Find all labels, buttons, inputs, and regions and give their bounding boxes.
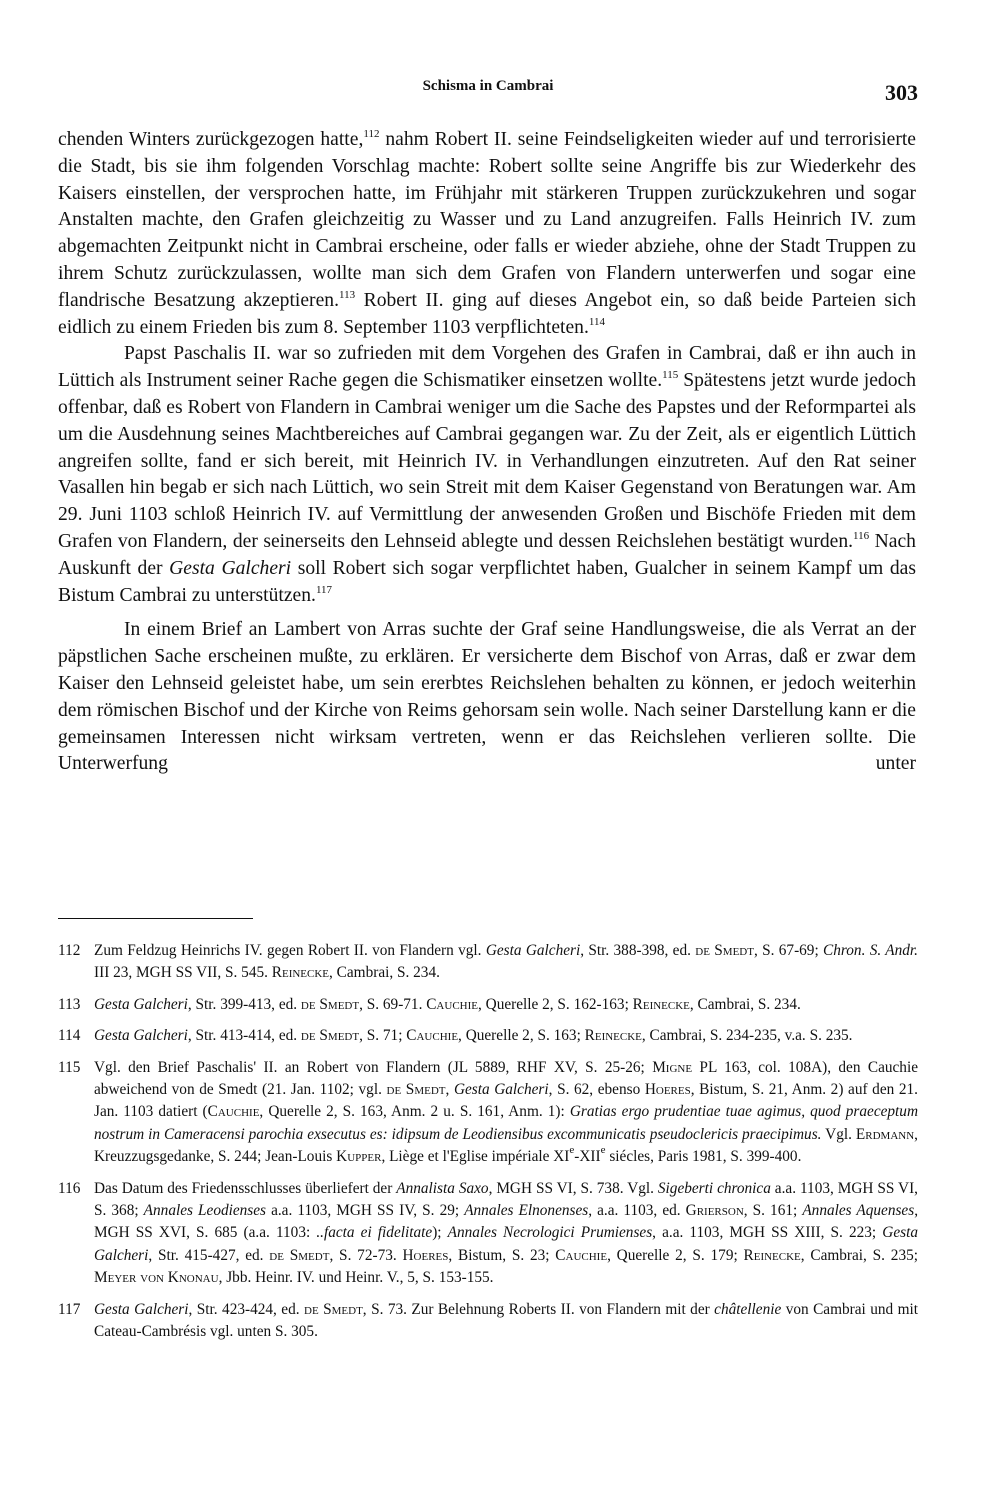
paragraph-text: soll Robert sich sogar verpflichtet haben, Gualcher in seinem Kampf um das Bistum Cambrai zu unterstützen.	[58, 557, 916, 606]
paragraph-2	[58, 341, 916, 609]
footnote-ref: 114	[588, 315, 605, 328]
text: , Kreuzzugsgedanke, S. 244; Jean-Louis	[94, 1125, 918, 1166]
footnote-number: 116	[58, 1179, 81, 1197]
text: a.a. 1103, MGH SS VI, S. 368;	[94, 1179, 919, 1220]
footnote-ref: 115	[662, 369, 679, 382]
text: , Querelle 2, S. 162-163;	[478, 995, 633, 1013]
text: , Str. 415-427, ed.	[148, 1246, 270, 1264]
text: ,	[445, 1081, 454, 1099]
work-title: Annales Leodienses	[143, 1202, 266, 1220]
footnote-ref: 116	[853, 529, 870, 542]
footnote-ref: 112	[363, 128, 380, 140]
footnote-number: 114	[58, 1027, 81, 1045]
author-name: de Smedt	[300, 995, 360, 1013]
main-text	[58, 127, 916, 778]
text: Zum Feldzug Heinrichs IV. gegen Robert II. von Flandern vgl.	[94, 942, 486, 959]
footnote-113	[58, 994, 918, 1016]
footnotes	[58, 940, 918, 1353]
text: von Cambrai und mit Cateau-Cambrésis vgl. unten S. 305.	[94, 1300, 918, 1341]
footnote-number: 117	[58, 1300, 81, 1318]
latin-quote: ..facta ei fidelitate	[316, 1224, 433, 1242]
footnote-116	[58, 1178, 918, 1290]
author-name: Meyer von Knonau	[94, 1269, 219, 1287]
text: , S. 69-71.	[359, 995, 427, 1013]
text: , Jbb. Heinr. IV. und Heinr. V., 5, S. 153-155.	[218, 1269, 494, 1287]
author-name: Migne	[652, 1058, 693, 1076]
author-name: Cauchie	[406, 1027, 459, 1045]
author-name: de Smedt	[695, 942, 754, 959]
text: , Cambrai, S. 235;	[800, 1246, 918, 1264]
work-title: Gesta Galcheri	[94, 1027, 188, 1045]
text: , S. 161;	[743, 1202, 803, 1220]
footnote-text	[94, 1299, 918, 1344]
text: Vgl.	[821, 1125, 856, 1143]
footnote-separator	[58, 918, 253, 919]
footnote-number: 115	[58, 1058, 81, 1076]
author-name: Reinecke	[632, 995, 690, 1013]
page-header	[58, 78, 918, 114]
footnote-text	[94, 1025, 918, 1047]
text: , Querelle 2, S. 163;	[458, 1027, 585, 1045]
text: , Cambrai, S. 234.	[689, 995, 801, 1013]
text: , Bistum, S. 21, Anm. 2) auf den 21. Jan. 1103 datiert (	[94, 1081, 919, 1121]
author-name: de Smedt	[304, 1300, 363, 1318]
text: , S. 67-69;	[753, 942, 824, 959]
work-title: Gesta Galcheri	[94, 1300, 189, 1318]
author-name: de Smedt	[300, 1027, 360, 1045]
text: , S. 71;	[359, 1027, 407, 1045]
text: , Liège et l'Eglise impériale XI	[381, 1148, 570, 1166]
footnote-117	[58, 1299, 918, 1344]
work-title: Sigeberti chronica	[657, 1179, 771, 1197]
text: , Querelle 2, S. 179;	[607, 1246, 744, 1264]
text: , a.a. 1103, MGH SS XIII, S. 223;	[652, 1224, 883, 1242]
text: , Str. 388-398, ed.	[580, 942, 696, 959]
footnote-112	[58, 940, 918, 985]
author-name: Grierson	[685, 1202, 744, 1220]
work-title: Annales Aquenses	[802, 1202, 915, 1220]
superscript: e	[569, 1144, 575, 1157]
footnote-text	[94, 940, 918, 985]
work-title: Chron. S. Andr.	[823, 942, 918, 959]
footnote-ref: 117	[315, 583, 333, 596]
author-name: Cauchie	[426, 995, 478, 1013]
paragraph-3: In einem Brief an Lambert von Arras suchte der Graf seine Handlungsweise, die als Verrat an der päpstlichen Sache erscheinen mußte, zu erklären. Er versicherte dem Bischof von Arras, daß er zwar dem Kaiser den Lehnseid geleistet habe, um sein ererbtes Reichslehen behalten zu können, er jedoch weiterhin dem römischen Bischof und der Kirche von Reims gehorsam sein wolle. Nach seiner Darstellung kann er die gemeinsamen Interessen nicht wirksam vertreten, wenn er das Reichslehen verlieren sollte. Die Unterwerfung unter	[58, 619, 916, 775]
paragraph-text: Robert II. ging auf dieses Angebot ein, so daß beide Parteien sich eidlich zu einem Frieden bis zum 8. September 1103 verpflichteten.	[58, 289, 916, 338]
footnote-115	[58, 1057, 918, 1169]
author-name: Kupper	[336, 1148, 382, 1166]
text: Vgl. den Brief Paschalis' II. an Robert von Flandern (JL 5889, RHF XV, S. 25-26;	[94, 1058, 653, 1076]
paragraph-text: nahm Robert II. seine Feindseligkeiten wieder auf und terrorisierte die Stadt, bis sie ihm folgenden Vorschlag machte: Robert sollte seine Angriffe bis zur Wiederkehr des Kaisers einstellen, der versprochen hatte, im Frühjahr mit stärkeren Truppen zurückzukehren und sogar Anstalten machte, den Grafen gleichzeitig zu Wasser und zu Land anzugreifen. Falls Heinrich IV. zum abgemachten Zeitpunkt nicht in Cambrai erscheine, oder falls er wieder abziehe, ohne der Stadt Truppen zu ihrem Schutz zurückzulassen, wollte man sich dem Grafen von Flandern unterwerfen und sogar eine flandrische Besatzung akzeptieren.	[58, 129, 916, 311]
work-title: Gesta Galcheri	[94, 1224, 918, 1264]
text: siécles, Paris 1981, S. 399-400.	[605, 1148, 802, 1166]
text: a.a. 1103, MGH SS IV, S. 29;	[266, 1202, 465, 1220]
author-name: Reinecke	[271, 964, 330, 982]
text: , Cambrai, S. 234.	[329, 964, 440, 982]
text: , Querelle 2, S. 163, Anm. 2 u. S. 161, Anm. 1):	[259, 1103, 570, 1121]
text: -XII	[574, 1148, 601, 1166]
author-name: de Smedt	[269, 1246, 330, 1264]
footnote-114	[58, 1025, 918, 1047]
superscript: e	[600, 1144, 606, 1157]
author-name: Reinecke	[584, 1027, 642, 1045]
text: PL 163, col. 108A), den Cauchie abweichend von de Smedt (21. Jan. 1102; vgl.	[94, 1058, 918, 1099]
work-title: Gesta Galcheri	[485, 942, 581, 959]
text: , MGH SS XVI, S. 685 (a.a. 1103:	[94, 1202, 919, 1242]
author-name: Erdmann	[855, 1125, 915, 1143]
author-name: Reinecke	[743, 1246, 801, 1264]
text: , Str. 423-424, ed.	[188, 1300, 305, 1318]
text: , a.a. 1103, ed.	[588, 1202, 686, 1220]
text: , S. 62, ebenso	[548, 1081, 645, 1099]
work-title: Annales Elnonenses	[464, 1202, 589, 1220]
author-name: Cauchie	[207, 1103, 260, 1121]
text: III 23, MGH SS VII, S. 545.	[94, 964, 272, 982]
paragraph-text: Nach Auskunft der	[58, 530, 916, 579]
foreign-term: châtellenie	[714, 1300, 782, 1318]
work-title: Gesta Galcheri	[453, 1081, 549, 1099]
footnote-number: 113	[58, 995, 81, 1013]
author-name: Hoeres	[644, 1081, 691, 1099]
author-name: Hoeres	[402, 1246, 449, 1264]
latin-quote: Gratias ergo prudentiae tuae agimus, quod praeceptum nostrum in Cameracensi parochia exsecutus es: idipsum de Leodiensibus excommunicatis pseudoclericis praecipimus.	[94, 1103, 918, 1143]
text: , Str. 413-414, ed.	[187, 1027, 301, 1045]
text: );	[432, 1224, 448, 1242]
text: , S. 73. Zur Belehnung Roberts II. von Flandern mit der	[362, 1300, 715, 1318]
author-name: Cauchie	[555, 1246, 608, 1264]
footnote-ref: 113	[338, 288, 356, 301]
paragraph-text: Papst Paschalis II. war so zufrieden mit dem Vorgehen des Grafen in Cambrai, daß er ihn auch in Lüttich als Instrument seiner Rache gegen die Schismatiker einsetzen wollte.	[58, 343, 916, 392]
text: Das Datum des Friedensschlusses überliefert der	[94, 1179, 397, 1197]
work-title: Gesta Galcheri	[169, 557, 292, 579]
work-title: Annales Necrologici Prumienses	[447, 1224, 653, 1242]
footnote-text	[94, 1057, 918, 1169]
paragraph-text: Spätestens jetzt wurde jedoch offenbar, daß es Robert von Flandern in Cambrai weniger um die Sache des Papstes und der Reformpartei als um die Ausdehnung seines Machtbereiches auf Cambrai gegangen war. Zu der Zeit, als er eigentlich Lüttich angreifen sollte, fand er sich bereit, mit Heinrich IV. in Verhandlungen einzutreten. Auf den Rat seiner Vasallen hin begab er sich nach Lüttich, wo sein Streit mit dem Kaiser Gegenstand von Beratungen war. Am 29. Juni 1103 schloß Heinrich IV. auf Vermittlung der anwesenden Großen und Bischöfe Frieden mit dem Grafen von Flandern, der seinerseits den Lehnseid ablegte und dessen Reichslehen bestätigt wurden.	[58, 370, 916, 552]
text: , Str. 399-413, ed.	[187, 995, 301, 1013]
work-title: Gesta Galcheri	[94, 995, 188, 1013]
footnote-text	[94, 994, 918, 1016]
paragraph-text: chenden Winters zurückgezogen hatte,	[58, 129, 364, 150]
footnote-text	[94, 1178, 918, 1290]
work-title: Annalista Saxo	[396, 1179, 489, 1197]
page-number: 303	[885, 80, 918, 105]
author-name: de Smedt	[386, 1081, 446, 1099]
text: , Cambrai, S. 234-235, v.a. S. 235.	[641, 1027, 853, 1045]
footnote-number: 112	[58, 942, 81, 959]
running-title: Schisma in Cambrai	[422, 78, 554, 94]
text: , Bistum, S. 23;	[448, 1246, 556, 1264]
text: , S. 72-73.	[329, 1246, 403, 1264]
text: , MGH SS VI, S. 738. Vgl.	[488, 1179, 658, 1197]
paragraph-1	[58, 127, 916, 341]
